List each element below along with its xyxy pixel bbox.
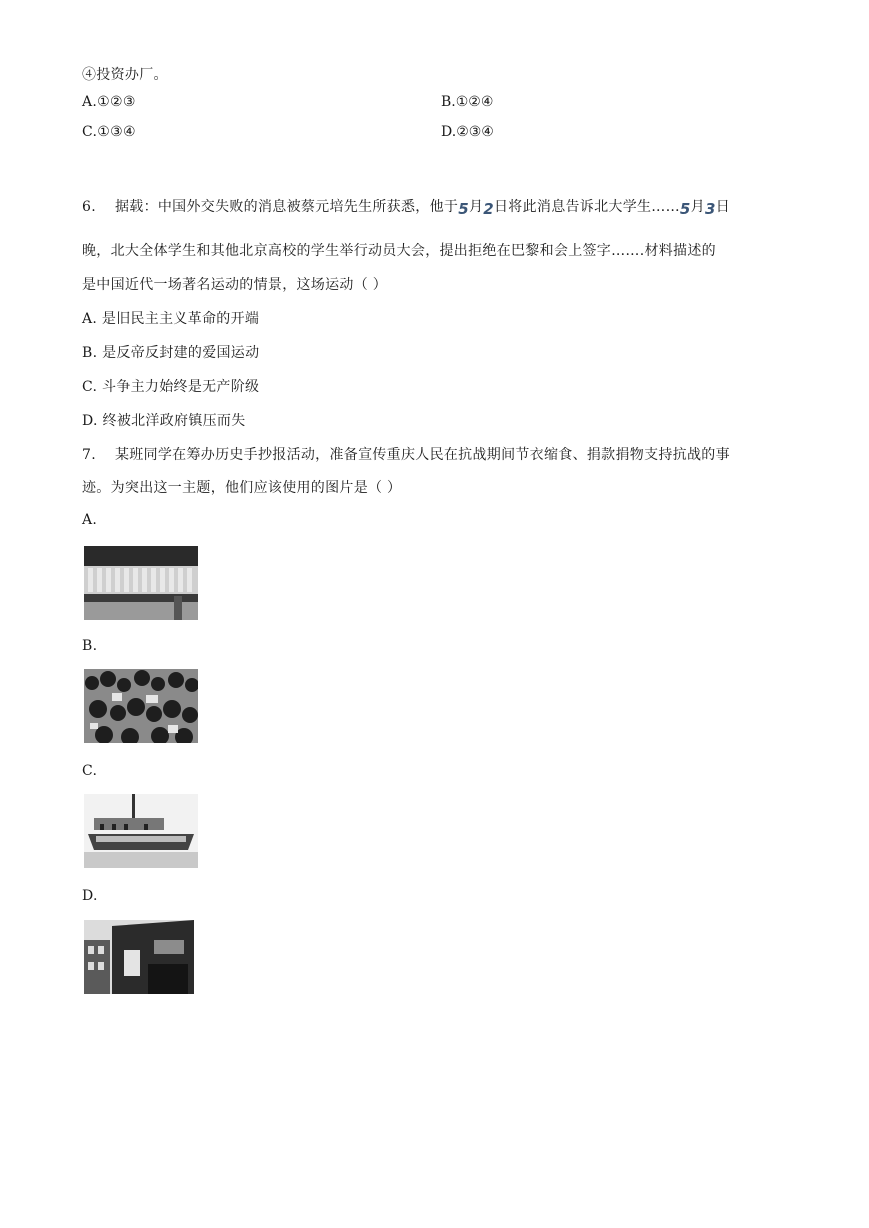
q7-option-d-photo <box>84 920 194 994</box>
q7-stem-line-1: 7. 某班同学在筹办历史手抄报活动，准备宣传重庆人民在抗战期间节衣缩食、捐款捐物支持抗战的事 <box>82 447 730 463</box>
q6-math-day-2: 3 <box>704 200 716 218</box>
q5-option-b: B.①②④ <box>441 94 494 110</box>
q5-option-d: D.②③④ <box>441 124 494 140</box>
q6-option-b: B. 是反帝反封建的爱国运动 <box>82 345 260 361</box>
q7-option-a-photo <box>84 546 198 620</box>
q6-math-month-2: 5 <box>679 200 691 218</box>
q5-item-4: ④投资办厂。 <box>82 67 168 83</box>
q7-option-a-label: A. <box>82 512 98 528</box>
q7-stem-line-2: 迹。为突出这一主题，他们应该使用的图片是（ ） <box>82 480 402 496</box>
q6-math-day-1: 2 <box>483 200 494 218</box>
q6-stem-line-1: 6. 据载：中国外交失败的消息被蔡元培先生所获悉，他于5月2日将此消息告诉北大学生……5月3日 <box>82 199 731 218</box>
q7-option-b-label: B. <box>82 638 98 654</box>
q6-math-month-1: 5 <box>458 200 469 218</box>
q5-option-c: C.①③④ <box>82 124 136 140</box>
q6-stem-line-3: 是中国近代一场著名运动的情景，这场运动（ ） <box>82 277 388 293</box>
q6-option-c: C. 斗争主力始终是无产阶级 <box>82 379 260 395</box>
q6-stem-line-2: 晚，北大全体学生和其他北京高校的学生举行动员大会，提出拒绝在巴黎和会上签字…….材料描述的 <box>82 243 716 259</box>
q7-option-c-label: C. <box>82 763 98 779</box>
q7-option-c-photo <box>84 794 198 868</box>
q5-option-a: A.①②③ <box>82 94 136 110</box>
q6-number: 6. <box>82 199 96 215</box>
q7-option-d-label: D. <box>82 888 98 904</box>
q6-option-a: A. 是旧民主主义革命的开端 <box>82 311 260 327</box>
q7-number: 7. <box>82 447 96 463</box>
q7-option-b-photo <box>84 669 198 743</box>
q6-option-d: D. 终被北洋政府镇压而失 <box>82 413 246 429</box>
